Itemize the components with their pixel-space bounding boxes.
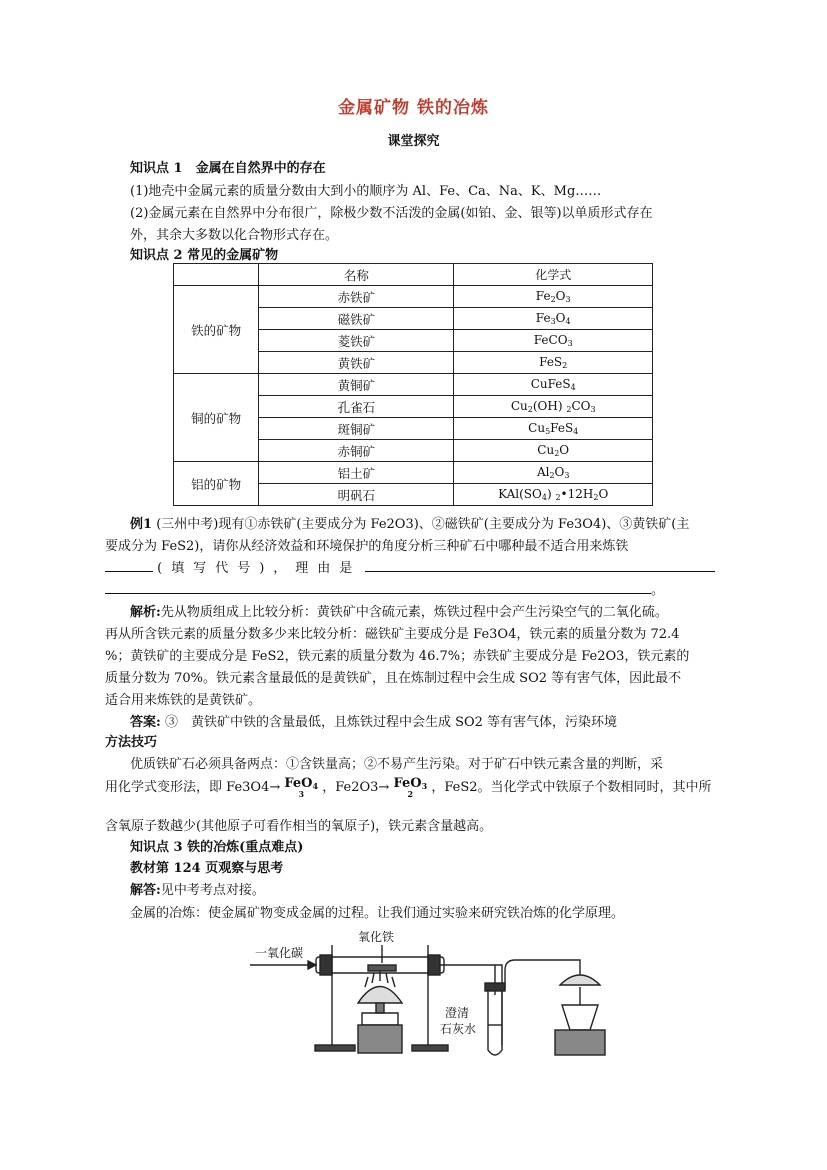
- mineral-name: 赤铁矿: [259, 286, 454, 308]
- mineral-name: 黄铜矿: [259, 374, 454, 396]
- tips-text-2c: ，FeS2。当化学式中铁原子个数相同时，其中所: [431, 780, 712, 795]
- table-header-formula: 化学式: [454, 264, 653, 286]
- figure-label-fe2o3: 氧化铁: [358, 930, 395, 944]
- example-text-1: (三州中考)现有①赤铁矿(主要成分为 Fe2O3)、②磁铁矿(主要成分为 Fe3O4)、③黄铁矿(主: [156, 517, 690, 532]
- table-row: [174, 462, 653, 484]
- analysis-text-2: 再从所含铁元素的质量分数多少来比较分析：磁铁矿主要成分是 Fe3O4，铁元素的质量分数为 72.4: [105, 627, 680, 642]
- figure-label-lime-1: 澄清: [445, 1006, 470, 1020]
- tips-text-2a: 用化学式变形法，即 Fe3O4→: [105, 780, 281, 795]
- k1-p1: (1)地壳中金属元素的质量分数由大到小的顺序为 Al、Fe、Ca、Na、K、Mg……: [130, 184, 602, 199]
- k1-heading: 知识点 1 金属在自然界中的存在: [130, 161, 326, 176]
- frac2-top: FeO: [393, 776, 422, 791]
- fraction-feo-3-2: [393, 777, 427, 798]
- table-header-row: [174, 264, 653, 286]
- left-stopper: [320, 955, 332, 975]
- answer-blank-reason-cont[interactable]: [105, 593, 651, 594]
- answer-label: 答案:: [130, 715, 161, 730]
- right-stopper: [428, 955, 440, 975]
- figure-label-lime-2: 石灰水: [440, 1022, 477, 1036]
- tips-heading: 方法技巧: [105, 735, 158, 750]
- example-line-1: [130, 513, 689, 532]
- example-text-3: (填写代号)，理由是: [157, 561, 362, 576]
- tail-gas-flame: [560, 975, 600, 985]
- answer-line: [130, 711, 617, 730]
- lamp-block: [555, 1030, 605, 1055]
- mineral-name: 斑铜矿: [259, 418, 454, 440]
- mineral-formula: $Fe_3O_4$: [454, 308, 653, 330]
- group-label-aluminium: 铝的矿物: [174, 462, 259, 506]
- mineral-name: 明矾石: [259, 484, 454, 506]
- answer-text: ③ 黄铁矿中铁的含量最低，且炼铁过程中会生成 SO2 等有害气体，污染环境: [164, 715, 618, 730]
- page-title: 金属矿物 铁的冶炼: [338, 98, 489, 118]
- k3-answer-label: 解答:: [130, 883, 161, 898]
- right-stand-base: [412, 1045, 448, 1051]
- example-label: 例1: [130, 517, 153, 532]
- burner-body: [362, 1013, 398, 1025]
- k3-heading: 知识点 3 铁的冶炼(重点难点): [130, 840, 304, 855]
- example-line-end: 。: [651, 583, 665, 598]
- mineral-formula: FeS$_2$: [454, 352, 653, 374]
- mineral-name: 黄铁矿: [259, 352, 454, 374]
- tips-text-3: 含氧原子数越少(其他原子可看作相当的氧原子)，铁元素含量越高。: [105, 819, 493, 834]
- burner-neck: [376, 1003, 384, 1013]
- alcohol-lamp: [562, 1005, 598, 1030]
- k3-answer-text: 见中考考点对接。: [160, 883, 265, 898]
- mineral-name: 孔雀石: [259, 396, 454, 418]
- ore-table: [173, 263, 653, 506]
- fraction-feo-4-3: [284, 777, 318, 798]
- analysis-label: 解析:: [130, 605, 161, 620]
- tips-line-2: [105, 776, 712, 798]
- mineral-name: 菱铁矿: [259, 330, 454, 352]
- k1-p2a: (2)金属元素在自然界中分布很广，除极少数不活泼的金属(如铂、金、银等)以单质形式存在: [130, 206, 653, 221]
- frac1-top: FeO: [284, 776, 313, 791]
- table-header-name: 名称: [259, 264, 454, 286]
- section-subtitle: 课堂探究: [387, 134, 440, 149]
- tips-text-2b: ，Fe2O3→: [322, 780, 390, 795]
- mineral-name: 磁铁矿: [259, 308, 454, 330]
- example-line-4: [105, 579, 664, 598]
- k3-intro: 金属的冶炼：使金属矿物变成金属的过程。让我们通过实验来研究铁冶炼的化学原理。: [130, 906, 625, 921]
- group-label-iron: 铁的矿物: [174, 286, 259, 374]
- mineral-formula: CuFeS$_4$: [454, 374, 653, 396]
- k3-sub: 教材第 124 页观察与思考: [130, 861, 284, 876]
- burner-block: [358, 1025, 402, 1053]
- test-tube-stopper: [485, 983, 505, 991]
- mineral-name: 赤铜矿: [259, 440, 454, 462]
- mineral-formula: $Cu_2O$: [454, 440, 653, 462]
- k1-p2b: 外，其余大多数以化合物形式存在。: [130, 228, 339, 243]
- mineral-name: 铝土矿: [259, 462, 454, 484]
- table-row: [174, 286, 653, 308]
- mineral-formula: $Cu_5FeS_4$: [454, 418, 653, 440]
- answer-blank-code[interactable]: [105, 571, 153, 572]
- mineral-formula: $KAl(SO_4)$ $_2•12H_2O$: [454, 484, 653, 506]
- analysis-text-3: %；黄铁矿的主要成分是 FeS2，铁元素的质量分数为 46.7%；赤铁矿主要成分是 Fe2O3，铁元素的: [105, 649, 690, 664]
- figure-label-co: 一氧化碳: [255, 946, 304, 960]
- iron-smelting-apparatus-figure: [240, 925, 630, 1070]
- table-row: [174, 374, 653, 396]
- frac1-bot: 3: [298, 789, 305, 799]
- burner-flame-cover: [358, 987, 402, 1004]
- tips-text-1: 优质铁矿石必须具备两点：①含铁量高；②不易产生污染。对于矿石中铁元素含量的判断，采: [130, 757, 664, 772]
- example-line-3: [105, 557, 715, 576]
- frac1-sub: 4: [312, 781, 319, 791]
- left-stand-base: [315, 1045, 355, 1051]
- frac2-sub: 3: [421, 781, 428, 791]
- analysis-text-1: 先从物质组成上比较分析：黄铁矿中含硫元素，炼铁过程中会产生污染空气的二氧化硫。: [160, 605, 668, 620]
- co-inlet-arrowhead: [308, 961, 316, 969]
- mineral-formula: $Cu_2(OH)$ $_2CO_3$: [454, 396, 653, 418]
- analysis-line-1: [130, 601, 668, 620]
- answer-blank-reason[interactable]: [365, 571, 715, 572]
- analysis-text-5: 适合用来炼铁的是黄铁矿。: [105, 693, 262, 708]
- test-tube: [488, 985, 502, 1055]
- mineral-formula: $Al_2O_3$: [454, 462, 653, 484]
- mineral-formula: FeCO$_3$: [454, 330, 653, 352]
- k2-heading: 知识点 2 常见的金属矿物: [130, 248, 279, 263]
- frac2-bot: 2: [407, 789, 414, 799]
- iron-oxide-powder: [368, 965, 396, 971]
- example-text-2: 要成分为 FeS2)，请你从经济效益和环境保护的角度分析三种矿石中哪种最不适合用来炼铁: [105, 539, 629, 554]
- table-header-blank: [174, 264, 259, 286]
- analysis-text-4: 质量分数为 70%。铁元素含量最低的是黄铁矿，且在炼制过程中会生成 SO2 等有害气体，因此最不: [105, 671, 682, 686]
- k3-answer-line: [130, 879, 265, 898]
- mineral-formula: $Fe_2O_3$: [454, 286, 653, 308]
- group-label-copper: 铜的矿物: [174, 374, 259, 462]
